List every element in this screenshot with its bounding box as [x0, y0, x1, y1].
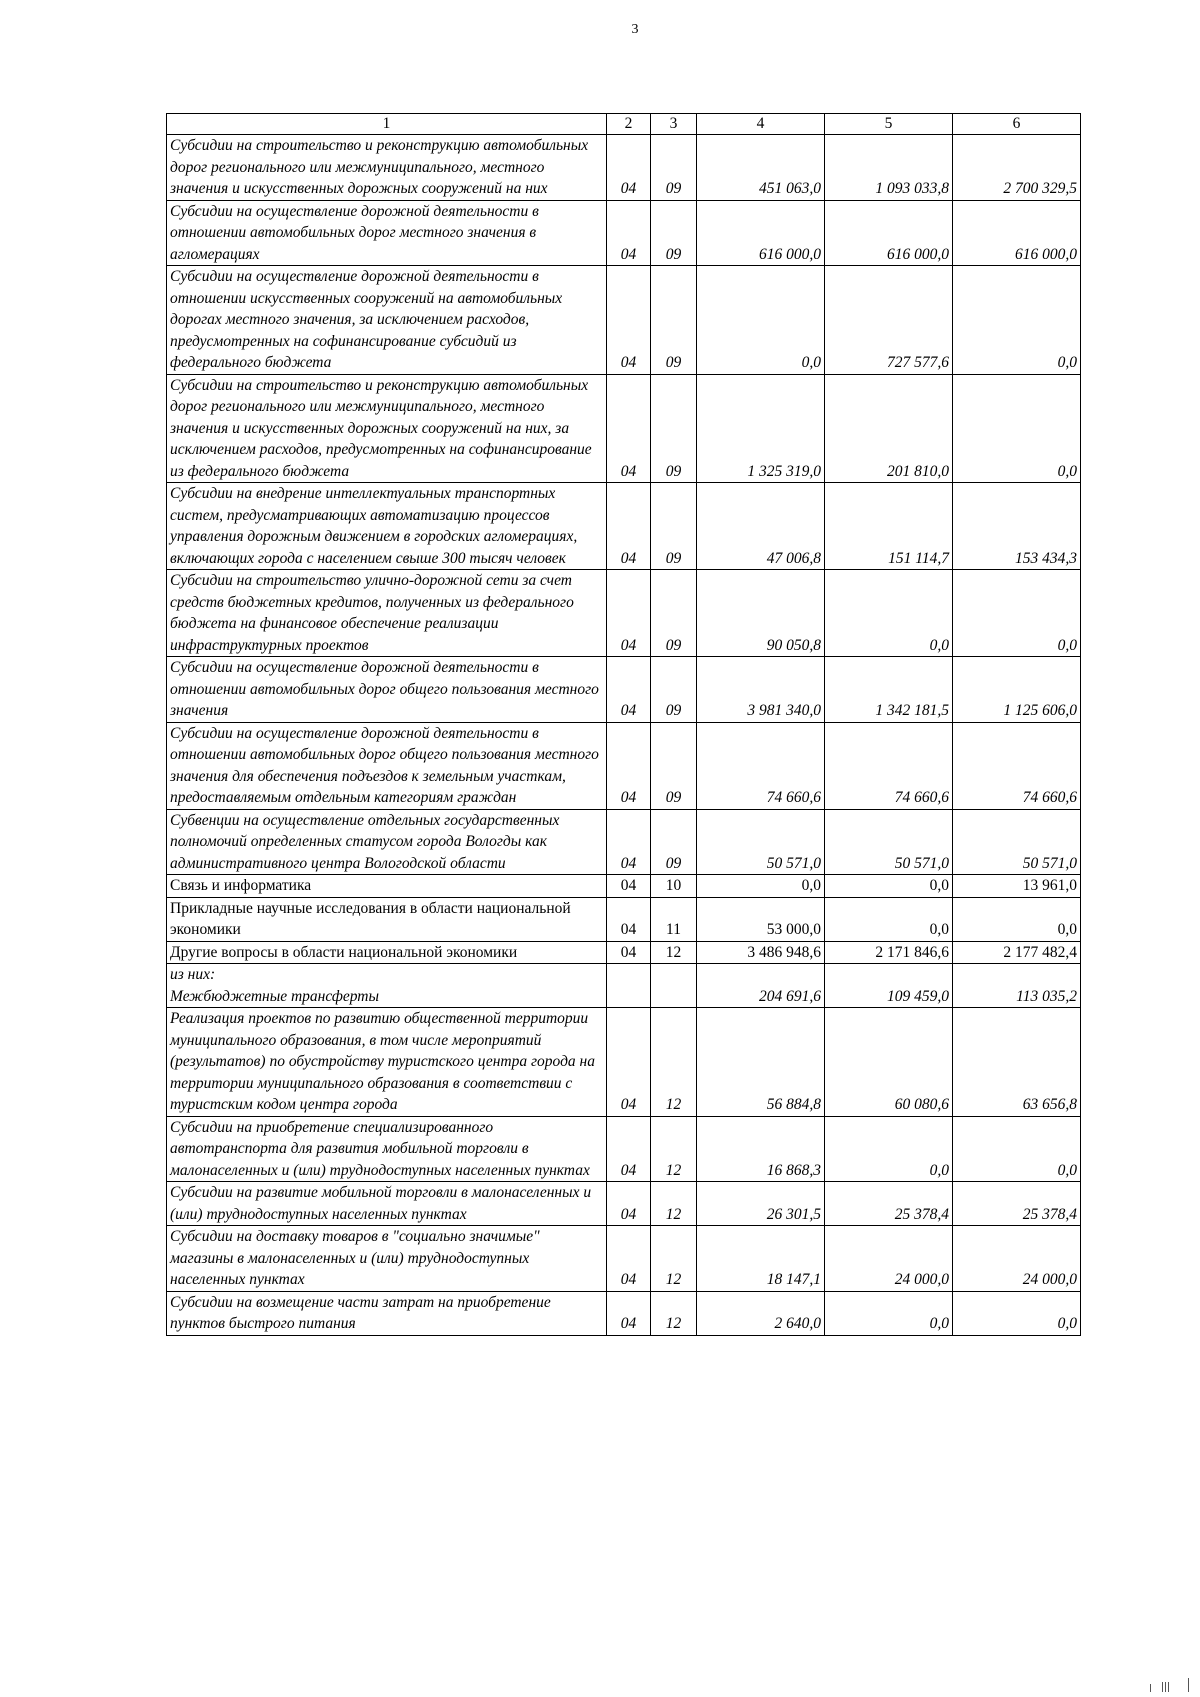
subsection-code-cell: 12 [651, 1116, 697, 1182]
table-row [167, 964, 1081, 1008]
subsection-code-cell: 09 [651, 722, 697, 809]
table-row [167, 570, 1081, 657]
table-row [167, 1226, 1081, 1292]
table-row [167, 875, 1081, 898]
amount-col4-cell: 451 063,0 [697, 135, 825, 201]
row-name-cell: Субсидии на строительство и реконструкцию автомобильных дорог регионального или межмуниципального, местного значения и искусственных дорожных сооружений на них [167, 135, 607, 201]
row-name-cell: Субсидии на строительство и реконструкцию автомобильных дорог регионального или межмуниципального, местного значения и искусственных дорожных сооружений на них, за исключением расходов, предусмотренных на софинансирование из федерального бюджета [167, 374, 607, 483]
amount-col4-cell: 0,0 [697, 875, 825, 898]
amount-col6-cell: 2 700 329,5 [953, 135, 1081, 201]
amount-col6-cell: 0,0 [953, 266, 1081, 375]
table-row [167, 1182, 1081, 1226]
subsection-code-cell: 09 [651, 657, 697, 723]
amount-col4-cell: 3 981 340,0 [697, 657, 825, 723]
section-code-cell: 04 [607, 809, 651, 875]
table-row [167, 941, 1081, 964]
subsection-code-cell [651, 964, 697, 1008]
amount-col6-cell: 63 656,8 [953, 1008, 1081, 1117]
amount-col5-cell: 0,0 [825, 897, 953, 941]
section-code-cell: 04 [607, 570, 651, 657]
amount-col4-cell: 53 000,0 [697, 897, 825, 941]
amount-col5-cell: 201 810,0 [825, 374, 953, 483]
row-name-cell: из них: Межбюджетные трансферты [167, 964, 607, 1008]
column-header-6: 6 [953, 114, 1081, 135]
subsection-code-cell: 12 [651, 1226, 697, 1292]
amount-col5-cell: 109 459,0 [825, 964, 953, 1008]
table-row [167, 1291, 1081, 1335]
amount-col5-cell: 1 093 033,8 [825, 135, 953, 201]
budget-table [166, 113, 1081, 1336]
row-name-cell: Субсидии на осуществление дорожной деятельности в отношении искусственных сооружений на автомобильных дорогах местного значения, за исключением расходов, предусмотренных на софинансирование субсидий из федерального бюджета [167, 266, 607, 375]
subsection-code-cell: 09 [651, 135, 697, 201]
section-code-cell: 04 [607, 374, 651, 483]
section-code-cell: 04 [607, 722, 651, 809]
table-header-row [167, 114, 1081, 135]
amount-col6-cell: 74 660,6 [953, 722, 1081, 809]
amount-col4-cell: 18 147,1 [697, 1226, 825, 1292]
amount-col5-cell: 1 342 181,5 [825, 657, 953, 723]
section-code-cell: 04 [607, 657, 651, 723]
amount-col5-cell: 74 660,6 [825, 722, 953, 809]
section-code-cell: 04 [607, 1291, 651, 1335]
amount-col5-cell: 0,0 [825, 1116, 953, 1182]
column-header-5: 5 [825, 114, 953, 135]
amount-col5-cell: 24 000,0 [825, 1226, 953, 1292]
row-name-cell: Субсидии на осуществление дорожной деятельности в отношении автомобильных дорог общего пользования местного значения [167, 657, 607, 723]
row-name-cell: Субвенции на осуществление отдельных государственных полномочий определенных статусом города Вологды как административного центра Вологодской области [167, 809, 607, 875]
amount-col6-cell: 0,0 [953, 570, 1081, 657]
row-name-cell: Субсидии на развитие мобильной торговли в малонаселенных и (или) труднодоступных населенных пунктах [167, 1182, 607, 1226]
subsection-code-cell: 09 [651, 266, 697, 375]
amount-col5-cell: 0,0 [825, 875, 953, 898]
subsection-code-cell: 09 [651, 200, 697, 266]
amount-col6-cell: 25 378,4 [953, 1182, 1081, 1226]
section-code-cell: 04 [607, 941, 651, 964]
amount-col5-cell: 0,0 [825, 570, 953, 657]
section-code-cell: 04 [607, 266, 651, 375]
table-row [167, 722, 1081, 809]
subsection-code-cell: 10 [651, 875, 697, 898]
table-row [167, 483, 1081, 570]
amount-col6-cell: 0,0 [953, 1116, 1081, 1182]
amount-col5-cell: 151 114,7 [825, 483, 953, 570]
section-code-cell: 04 [607, 200, 651, 266]
section-code-cell: 04 [607, 1226, 651, 1292]
amount-col4-cell: 47 006,8 [697, 483, 825, 570]
section-code-cell: 04 [607, 135, 651, 201]
table-row [167, 200, 1081, 266]
amount-col4-cell: 16 868,3 [697, 1116, 825, 1182]
table-row [167, 897, 1081, 941]
amount-col6-cell: 616 000,0 [953, 200, 1081, 266]
amount-col5-cell: 25 378,4 [825, 1182, 953, 1226]
subsection-code-cell: 09 [651, 374, 697, 483]
amount-col4-cell: 50 571,0 [697, 809, 825, 875]
amount-col4-cell: 2 640,0 [697, 1291, 825, 1335]
section-code-cell: 04 [607, 483, 651, 570]
amount-col6-cell: 1 125 606,0 [953, 657, 1081, 723]
column-header-4: 4 [697, 114, 825, 135]
amount-col5-cell: 727 577,6 [825, 266, 953, 375]
amount-col4-cell: 204 691,6 [697, 964, 825, 1008]
subsection-code-cell: 12 [651, 941, 697, 964]
section-code-cell: 04 [607, 1116, 651, 1182]
subsection-code-cell: 11 [651, 897, 697, 941]
amount-col4-cell: 1 325 319,0 [697, 374, 825, 483]
amount-col6-cell: 113 035,2 [953, 964, 1081, 1008]
row-name-cell: Субсидии на строительство улично-дорожной сети за счет средств бюджетных кредитов, полученных из федерального бюджета на финансовое обеспечение реализации инфраструктурных проектов [167, 570, 607, 657]
row-name-cell: Субсидии на внедрение интеллектуальных транспортных систем, предусматривающих автоматизацию процессов управления дорожным движением в городских агломерациях, включающих города с населением свыше 300 тысяч человек [167, 483, 607, 570]
amount-col6-cell: 153 434,3 [953, 483, 1081, 570]
page-number: 3 [631, 22, 639, 37]
amount-col4-cell: 74 660,6 [697, 722, 825, 809]
amount-col6-cell: 2 177 482,4 [953, 941, 1081, 964]
amount-col6-cell: 24 000,0 [953, 1226, 1081, 1292]
column-header-2: 2 [607, 114, 651, 135]
section-code-cell: 04 [607, 897, 651, 941]
scan-marks [1150, 1672, 1190, 1692]
amount-col4-cell: 26 301,5 [697, 1182, 825, 1226]
row-name-cell: Субсидии на осуществление дорожной деятельности в отношении автомобильных дорог общего пользования местного значения для обеспечения подъездов к земельным участкам, предоставляемым отдельным категориям граждан [167, 722, 607, 809]
section-code-cell: 04 [607, 1182, 651, 1226]
subsection-code-cell: 12 [651, 1291, 697, 1335]
subsection-code-cell: 09 [651, 809, 697, 875]
budget-table-body [167, 114, 1081, 1336]
amount-col5-cell: 0,0 [825, 1291, 953, 1335]
section-code-cell: 04 [607, 875, 651, 898]
row-name-cell: Субсидии на приобретение специализированного автотранспорта для развития мобильной торговли в малонаселенных и (или) труднодоступных населенных пунктах [167, 1116, 607, 1182]
amount-col4-cell: 56 884,8 [697, 1008, 825, 1117]
table-row [167, 266, 1081, 375]
subsection-code-cell: 09 [651, 483, 697, 570]
table-row [167, 1008, 1081, 1117]
amount-col6-cell: 0,0 [953, 1291, 1081, 1335]
row-name-cell: Субсидии на осуществление дорожной деятельности в отношении автомобильных дорог местного значения в агломерациях [167, 200, 607, 266]
amount-col4-cell: 90 050,8 [697, 570, 825, 657]
amount-col5-cell: 616 000,0 [825, 200, 953, 266]
amount-col6-cell: 0,0 [953, 374, 1081, 483]
section-code-cell: 04 [607, 1008, 651, 1117]
column-header-3: 3 [651, 114, 697, 135]
subsection-code-cell: 09 [651, 570, 697, 657]
table-row [167, 135, 1081, 201]
amount-col6-cell: 50 571,0 [953, 809, 1081, 875]
amount-col4-cell: 616 000,0 [697, 200, 825, 266]
row-name-cell: Связь и информатика [167, 875, 607, 898]
amount-col6-cell: 13 961,0 [953, 875, 1081, 898]
row-name-cell: Субсидии на возмещение части затрат на приобретение пунктов быстрого питания [167, 1291, 607, 1335]
row-name-cell: Прикладные научные исследования в области национальной экономики [167, 897, 607, 941]
column-header-1: 1 [167, 114, 607, 135]
amount-col4-cell: 3 486 948,6 [697, 941, 825, 964]
table-row [167, 374, 1081, 483]
section-code-cell [607, 964, 651, 1008]
amount-col5-cell: 60 080,6 [825, 1008, 953, 1117]
row-name-cell: Субсидии на доставку товаров в "социально значимые" магазины в малонаселенных и (или) труднодоступных населенных пунктах [167, 1226, 607, 1292]
amount-col6-cell: 0,0 [953, 897, 1081, 941]
subsection-code-cell: 12 [651, 1182, 697, 1226]
row-name-cell: Другие вопросы в области национальной экономики [167, 941, 607, 964]
amount-col5-cell: 2 171 846,6 [825, 941, 953, 964]
table-row [167, 657, 1081, 723]
table-row [167, 809, 1081, 875]
subsection-code-cell: 12 [651, 1008, 697, 1117]
table-row [167, 1116, 1081, 1182]
amount-col4-cell: 0,0 [697, 266, 825, 375]
row-name-cell: Реализация проектов по развитию общественной территории муниципального образования, в том числе мероприятий (результатов) по обустройству туристского центра города на территории муниципального образования в соответствии с туристским кодом центра города [167, 1008, 607, 1117]
amount-col5-cell: 50 571,0 [825, 809, 953, 875]
